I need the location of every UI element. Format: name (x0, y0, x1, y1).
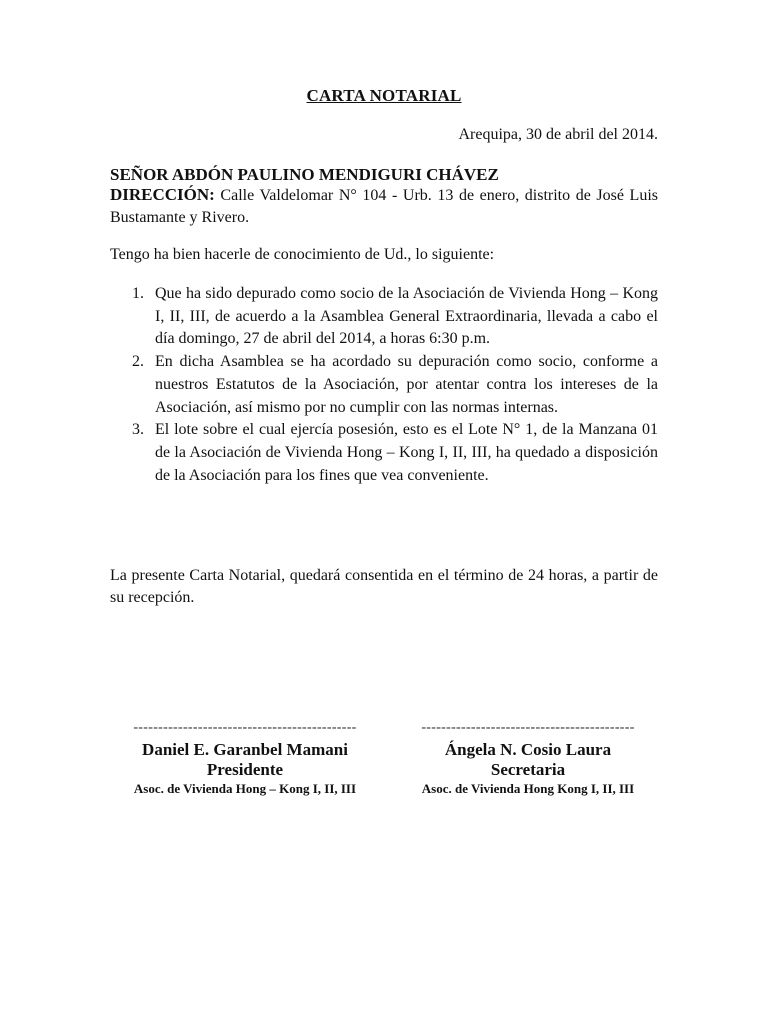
list-item-text: El lote sobre el cual ejercía posesión, esto es el Lote N° 1, de la Manzana 01 de la Asociación de Vivienda Hong – Kong I, II, III, ha quedado a disposición de la Asociación para los fines que vea conveniente. (155, 421, 658, 484)
document-title: CARTA NOTARIAL (306, 86, 462, 105)
list-item-text: En dicha Asamblea se ha acordado su depuración como socio, conforme a nuestros Estatutos de la Asociación, por atentar contra los intereses de la Asociación, así mismo por no cumplir con las normas internas. (155, 353, 658, 416)
address-text: Calle Valdelomar N° 104 - Urb. 13 de enero, distrito de José Luis Bustamante y Rivero. (110, 187, 658, 226)
place-date: Arequipa, 30 de abril del 2014. (458, 126, 658, 143)
address-label: DIRECCIÓN: (110, 185, 215, 204)
list-item-number: 2. (132, 353, 144, 371)
signature-line: --------------------------------------------- (133, 721, 357, 735)
signatory-organization: Asoc. de Vivienda Hong – Kong I, II, III (133, 781, 357, 796)
signatory-organization: Asoc. de Vivienda Hong Kong I, II, III (421, 781, 635, 796)
signature-line: ------------------------------------------- (421, 721, 635, 735)
list-item (110, 283, 658, 351)
list-item-text: Que ha sido depurado como socio de la Asociación de Vivienda Hong – Kong I, II, III, de acuerdo a la Asamblea General Extraordinaria, llevada a cabo el día domingo, 27 de abril del 2014, a horas 6:30 p.m. (155, 285, 658, 348)
closing-paragraph: La presente Carta Notarial, quedará consentida en el término de 24 horas, a partir de su recepción. (110, 567, 658, 606)
list-item (110, 419, 658, 487)
signature-block-president (106, 721, 384, 798)
signatory-name: Ángela N. Cosio Laura (444, 740, 612, 759)
numbered-list (110, 283, 658, 487)
signatory-name: Daniel E. Garanbel Mamani (142, 740, 348, 759)
recipient-name: SEÑOR ABDÓN PAULINO MENDIGURI CHÁVEZ (110, 165, 499, 184)
list-item (110, 351, 658, 419)
list-item-number: 1. (132, 285, 144, 302)
intro-paragraph: Tengo ha bien hacerle de conocimiento de Ud., lo siguiente: (110, 246, 495, 263)
list-item-number: 3. (132, 421, 144, 439)
signature-block-secretary (396, 721, 660, 798)
signatory-role: Secretaria (490, 760, 566, 779)
signatory-role: Presidente (206, 760, 284, 779)
recipient-address (110, 184, 658, 229)
